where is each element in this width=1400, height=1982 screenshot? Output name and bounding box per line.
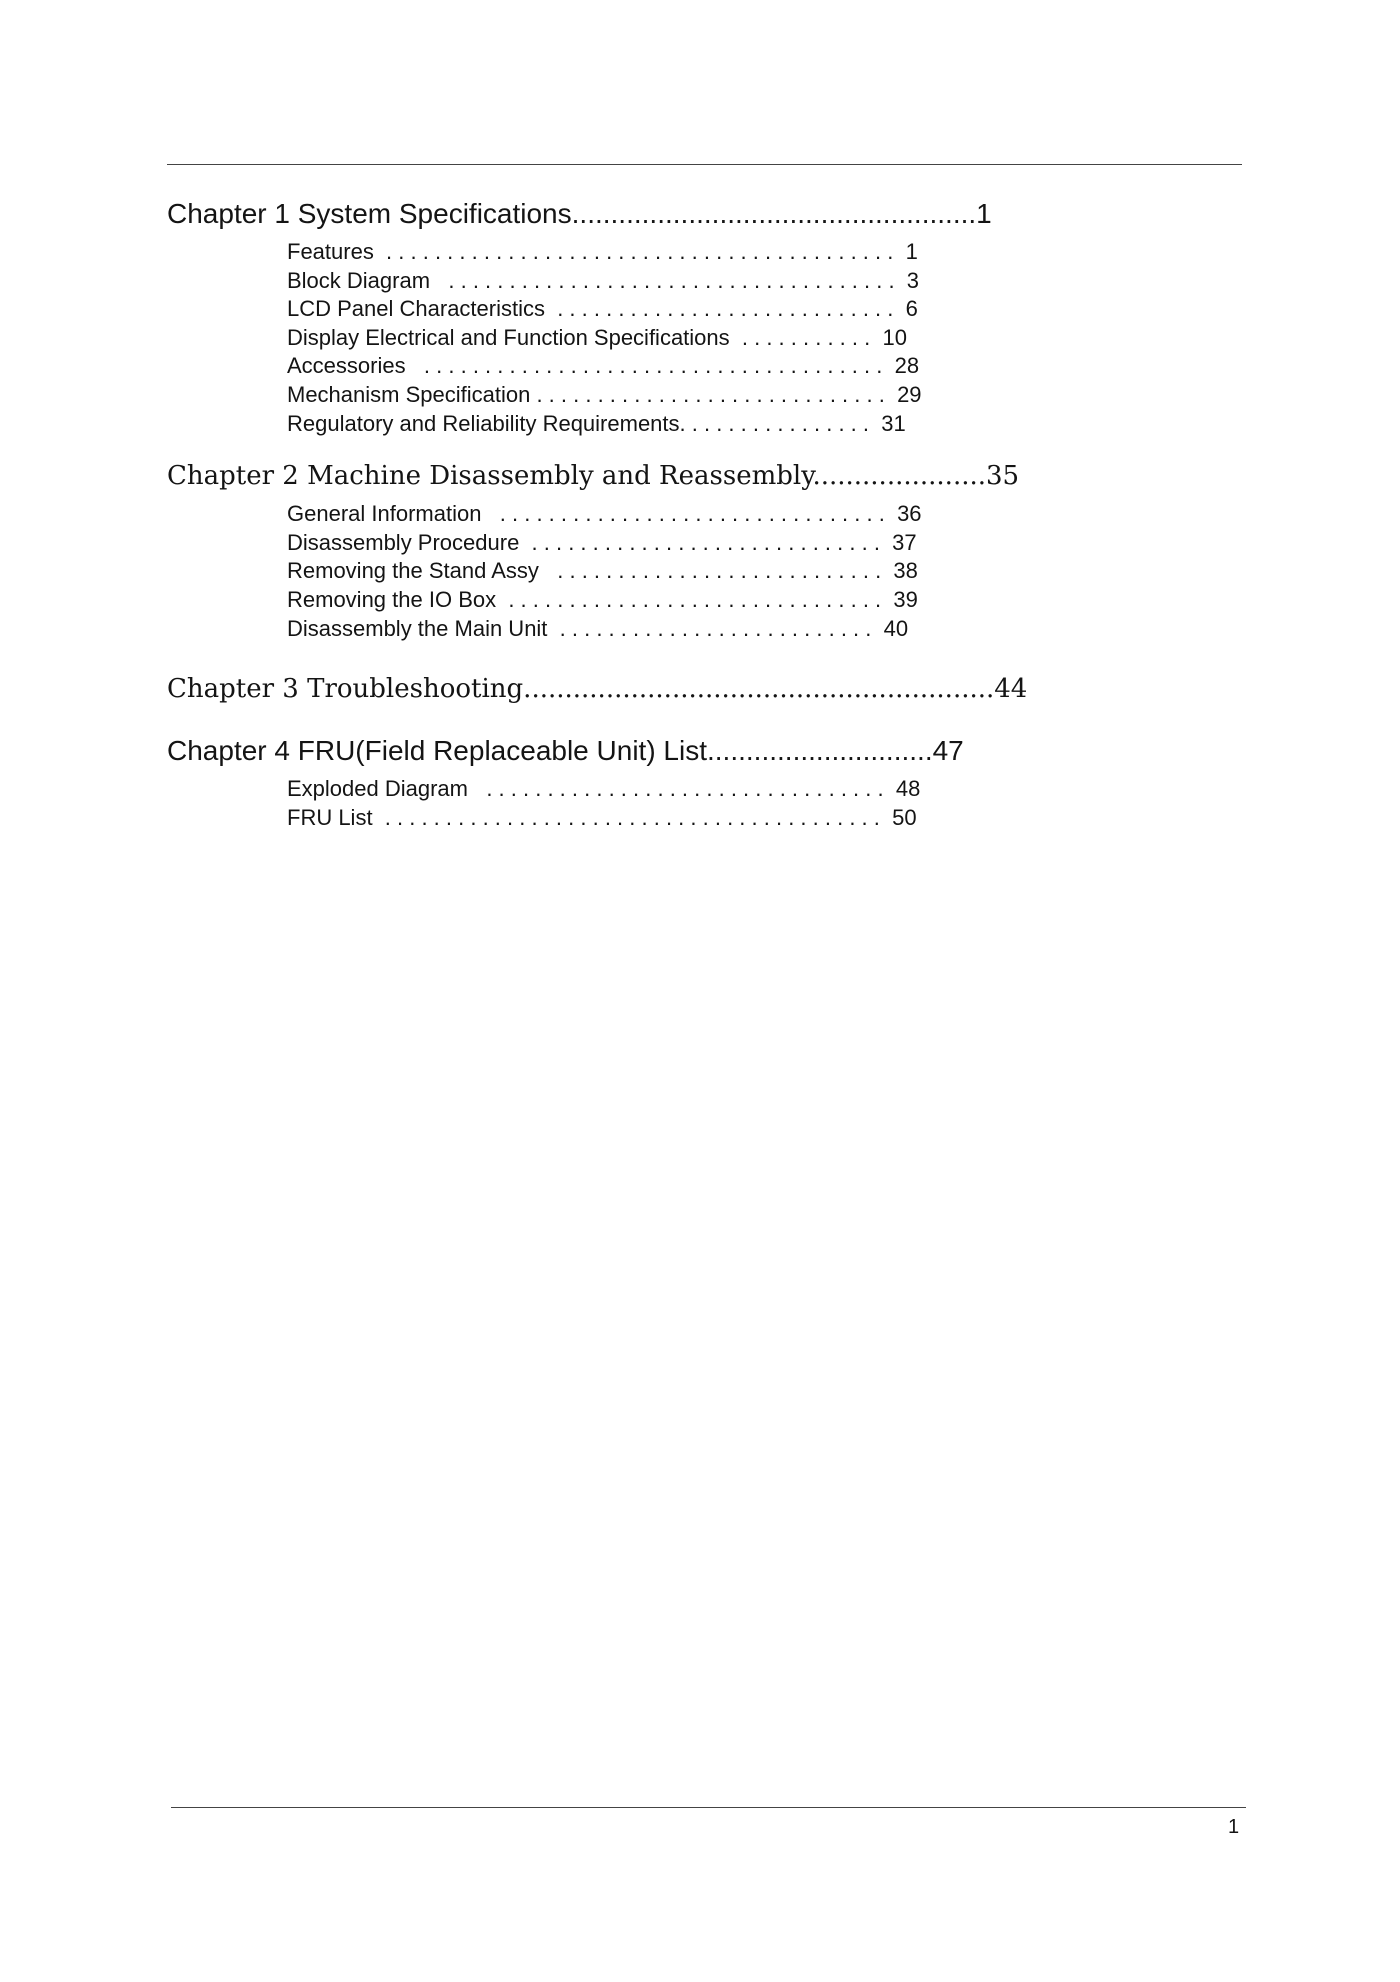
bottom-rule bbox=[171, 1807, 1246, 1808]
toc-entry-io-box[interactable]: Removing the IO Box . . . . . . . . . . . . . . . . . . . . . . . . . . . . . . . 39 bbox=[287, 586, 918, 612]
toc-entry-fru-list[interactable]: FRU List . . . . . . . . . . . . . . . . . . . . . . . . . . . . . . . . . . . . . . . . . 50 bbox=[287, 804, 917, 830]
table-of-contents bbox=[167, 190, 1067, 832]
chapter-1-entries bbox=[287, 238, 1067, 438]
chapter-1-heading[interactable]: Chapter 1 System Specifications....................................................1 bbox=[167, 198, 992, 229]
toc-entry-main-unit[interactable]: Disassembly the Main Unit . . . . . . . . . . . . . . . . . . . . . . . . . . 40 bbox=[287, 615, 909, 641]
toc-entry-general-information[interactable]: General Information . . . . . . . . . . . . . . . . . . . . . . . . . . . . . . . . 36 bbox=[287, 501, 922, 527]
toc-entry-lcd-panel[interactable]: LCD Panel Characteristics . . . . . . . . . . . . . . . . . . . . . . . . . . . . 6 bbox=[287, 296, 918, 322]
chapter-2-entries bbox=[287, 500, 1067, 643]
chapter-4-entries bbox=[287, 775, 1067, 832]
chapter-3-heading[interactable]: Chapter 3 Troubleshooting.........................................................44 bbox=[167, 674, 1028, 705]
page-number: 1 bbox=[1228, 1816, 1240, 1838]
toc-entry-regulatory[interactable]: Regulatory and Reliability Requirements. . . . . . . . . . . . . . . . 31 bbox=[287, 410, 906, 436]
toc-entry-block-diagram[interactable]: Block Diagram . . . . . . . . . . . . . . . . . . . . . . . . . . . . . . . . . . . . . 3 bbox=[287, 267, 920, 293]
toc-entry-display-electrical[interactable]: Display Electrical and Function Specifications . . . . . . . . . . . 10 bbox=[287, 324, 907, 350]
toc-entry-stand-assy[interactable]: Removing the Stand Assy . . . . . . . . . . . . . . . . . . . . . . . . . . . 38 bbox=[287, 558, 918, 584]
toc-entry-features[interactable]: Features . . . . . . . . . . . . . . . . . . . . . . . . . . . . . . . . . . . . . . . . . . 1 bbox=[287, 239, 918, 264]
toc-entry-disassembly-procedure[interactable]: Disassembly Procedure . . . . . . . . . . . . . . . . . . . . . . . . . . . . . 37 bbox=[287, 529, 917, 555]
toc-entry-exploded-diagram[interactable]: Exploded Diagram . . . . . . . . . . . . . . . . . . . . . . . . . . . . . . . . . 48 bbox=[287, 776, 921, 802]
toc-entry-mechanism[interactable]: Mechanism Specification . . . . . . . . . . . . . . . . . . . . . . . . . . . . . 29 bbox=[287, 381, 922, 407]
chapter-2-heading[interactable]: Chapter 2 Machine Disassembly and Reassembly.....................35 bbox=[167, 461, 1020, 492]
top-rule bbox=[167, 164, 1242, 165]
chapter-4-heading[interactable]: Chapter 4 FRU(Field Replaceable Unit) List.............................47 bbox=[167, 735, 964, 767]
toc-entry-accessories[interactable]: Accessories . . . . . . . . . . . . . . . . . . . . . . . . . . . . . . . . . . . . . . 28 bbox=[287, 353, 920, 379]
